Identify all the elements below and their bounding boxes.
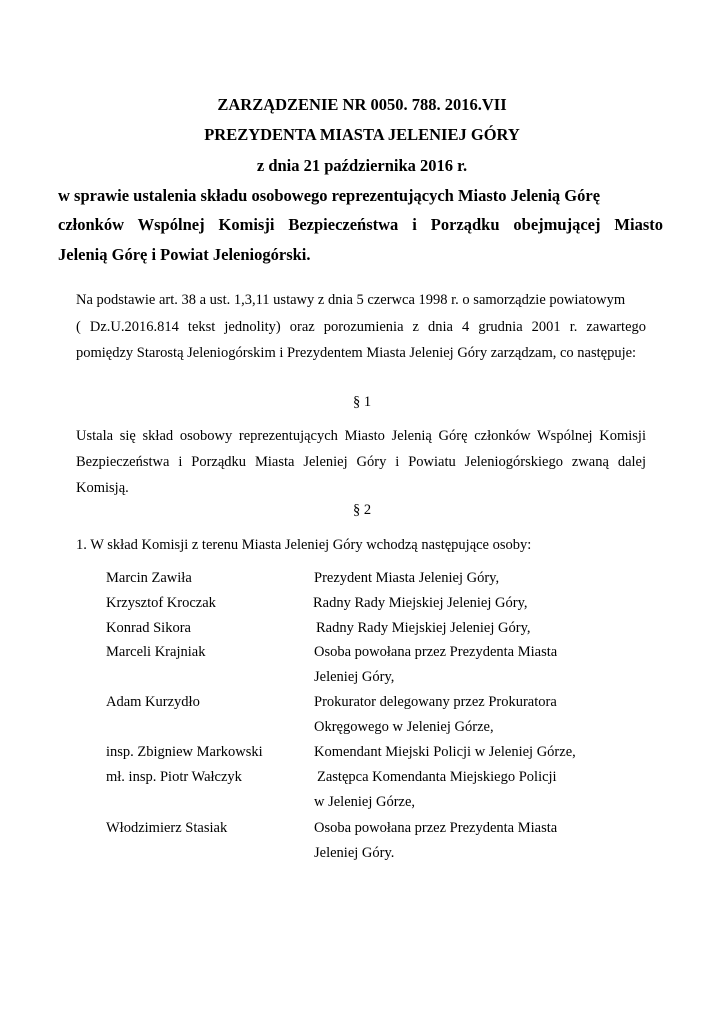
member-name: Marcin Zawiła — [106, 570, 192, 586]
member-role: Komendant Miejski Policji w Jeleniej Górze, — [314, 744, 576, 760]
member-role-continued: Jeleniej Góry, — [314, 669, 395, 685]
issuer-title: PREZYDENTA MIASTA JELENIEJ GÓRY — [204, 125, 520, 144]
preamble-line-2: ( Dz.U.2016.814 tekst jednolity) oraz porozumienia z dnia 4 grudnia 2001 r. zawartego — [76, 319, 646, 335]
section-1-mark: § 1 — [352, 394, 372, 410]
member-name: Krzysztof Kroczak — [106, 595, 216, 611]
member-role: Osoba powołana przez Prezydenta Miasta — [314, 644, 558, 660]
section-2-item-1: 1. W skład Komisji z terenu Miasta Jeleniej Góry wchodzą następujące osoby: — [76, 537, 532, 553]
member-name: insp. Zbigniew Markowski — [106, 744, 263, 760]
member-role: Zastępca Komendanta Miejskiego Policji — [317, 769, 557, 785]
section-2-mark: § 2 — [352, 502, 372, 518]
section-1-line-3: Komisją. — [76, 480, 129, 496]
member-role-continued: Okręgowego w Jeleniej Górze, — [314, 719, 494, 735]
member-role-continued: w Jeleniej Górze, — [314, 794, 416, 810]
member-name: Adam Kurzydło — [106, 694, 200, 710]
section-1-line-1: Ustala się skład osobowy reprezentujących Miasto Jelenią Górę członków Wspólnej Komisji — [76, 428, 646, 444]
member-role: Prokurator delegowany przez Prokuratora — [314, 694, 557, 710]
preamble-line-3: pomiędzy Starostą Jeleniogórskim i Prezydentem Miasta Jeleniej Góry zarządzam, co następuje: — [76, 345, 637, 361]
subject-line-3: Jelenią Górę i Powiat Jeleniogórski. — [58, 245, 311, 264]
preamble-line-1: Na podstawie art. 38 a ust. 1,3,11 ustawy z dnia 5 czerwca 1998 r. o samorządzie powiatowym — [76, 292, 626, 308]
member-role: Osoba powołana przez Prezydenta Miasta — [314, 820, 558, 836]
member-role: Radny Rady Miejskiej Jeleniej Góry, — [316, 620, 531, 636]
order-date: z dnia 21 października 2016 r. — [256, 156, 468, 175]
member-name: Marceli Krajniak — [106, 644, 206, 660]
member-name: mł. insp. Piotr Wałczyk — [106, 769, 242, 785]
subject-line-1: w sprawie ustalenia składu osobowego reprezentujących Miasto Jelenią Górę — [58, 186, 601, 205]
member-role: Prezydent Miasta Jeleniej Góry, — [314, 570, 500, 586]
member-name: Konrad Sikora — [106, 620, 191, 636]
subject-line-2: członków Wspólnej Komisji Bezpieczeństwa i Porządku obejmującej Miasto — [58, 215, 663, 234]
member-role-continued: Jeleniej Góry. — [314, 845, 395, 861]
member-name: Włodzimierz Stasiak — [106, 820, 228, 836]
member-role: Radny Rady Miejskiej Jeleniej Góry, — [313, 595, 528, 611]
order-number-title: ZARZĄDZENIE NR 0050. 788. 2016.VII — [217, 95, 507, 114]
section-1-line-2: Bezpieczeństwa i Porządku Miasta Jeleniej Góry i Powiatu Jeleniogórskiego zwaną dalej — [76, 454, 646, 470]
